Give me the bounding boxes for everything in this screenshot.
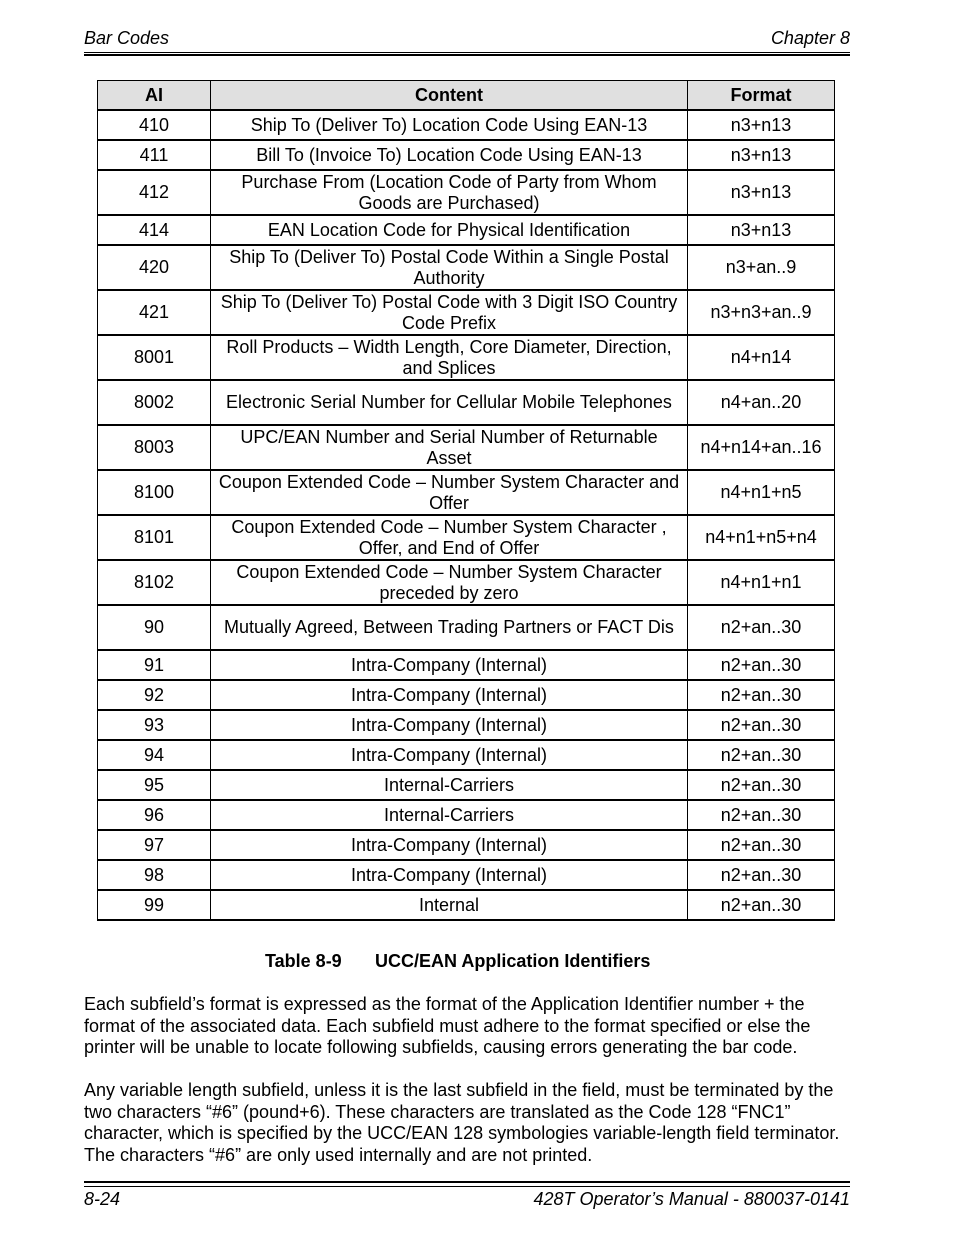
cell-content: Coupon Extended Code – Number System Character , Offer, and End of Offer [211,515,688,560]
table-row [98,800,835,830]
cell-content: Intra-Company (Internal) [211,740,688,770]
cell-ai: 410 [98,110,211,140]
cell-format: n4+n1+n1 [688,560,835,605]
table-header-row [98,81,835,111]
cell-ai: 99 [98,890,211,920]
cell-content: Intra-Company (Internal) [211,650,688,680]
table-row [98,740,835,770]
cell-format: n3+n3+an..9 [688,290,835,335]
cell-content: Ship To (Deliver To) Postal Code Within a Single Postal Authority [211,245,688,290]
page-footer [84,1181,850,1213]
table-caption-title: UCC/EAN Application Identifiers [375,951,651,971]
table-row [98,110,835,140]
table-row [98,860,835,890]
table-row [98,425,835,470]
cell-content: UPC/EAN Number and Serial Number of Returnable Asset [211,425,688,470]
table-row [98,140,835,170]
table-row [98,770,835,800]
table-row [98,680,835,710]
paragraph-subfield-format: Each subfield’s format is expressed as the format of the Application Identifier number + the format of the associated data. Each subfield must adhere to the format specified or else the printer will be unable to locate following subfields, causing errors generating the bar code. [84,994,811,1057]
cell-format: n3+an..9 [688,245,835,290]
cell-content: Internal [211,890,688,920]
cell-content: Purchase From (Location Code of Party from Whom Goods are Purchased) [211,170,688,215]
cell-content: Intra-Company (Internal) [211,680,688,710]
column-header-content: Content [211,81,688,111]
cell-content: Ship To (Deliver To) Location Code Using EAN-13 [211,110,688,140]
table-row [98,470,835,515]
application-identifiers-table [97,80,835,921]
cell-content: Coupon Extended Code – Number System Character and Offer [211,470,688,515]
column-header-format: Format [688,81,835,111]
footer-manual-title: 428T Operator’s Manual - 880037-0141 [533,1189,850,1209]
table-row [98,290,835,335]
paragraph-variable-length: Any variable length subfield, unless it is the last subfield in the field, must be terminated by the two characters “#6” (pound+6). These characters are translated as the Code 128 “FNC1” character, which is specified by the UCC/EAN 128 symbologies variable-length field terminator. The characters “#6” are only used internally and are not printed. [84,1080,840,1165]
table-row [98,335,835,380]
table-row [98,245,835,290]
cell-ai: 97 [98,830,211,860]
cell-ai: 421 [98,290,211,335]
cell-ai: 90 [98,605,211,650]
cell-format: n2+an..30 [688,710,835,740]
cell-content: Electronic Serial Number for Cellular Mobile Telephones [211,380,688,425]
cell-format: n3+n13 [688,110,835,140]
table-row [98,890,835,920]
header-section-title: Bar Codes [84,28,170,48]
cell-ai: 8001 [98,335,211,380]
cell-format: n2+an..30 [688,770,835,800]
cell-format: n2+an..30 [688,830,835,860]
cell-format: n4+n1+n5 [688,470,835,515]
table-body [98,110,835,920]
cell-ai: 8101 [98,515,211,560]
cell-format: n2+an..30 [688,890,835,920]
table-row [98,215,835,245]
cell-ai: 411 [98,140,211,170]
cell-ai: 96 [98,800,211,830]
cell-content: Intra-Company (Internal) [211,710,688,740]
cell-format: n2+an..30 [688,680,835,710]
cell-ai: 8102 [98,560,211,605]
cell-content: Intra-Company (Internal) [211,860,688,890]
table-row [98,515,835,560]
table-caption-number: Table 8-9 [265,951,342,971]
table-caption [265,951,650,972]
column-header-ai: AI [98,81,211,111]
cell-content: Mutually Agreed, Between Trading Partners or FACT Dis [211,605,688,650]
cell-format: n3+n13 [688,170,835,215]
table-row [98,650,835,680]
cell-ai: 420 [98,245,211,290]
cell-ai: 414 [98,215,211,245]
header-chapter: Chapter 8 [770,28,850,48]
cell-format: n2+an..30 [688,800,835,830]
page-header [84,28,850,53]
cell-format: n2+an..30 [688,650,835,680]
cell-content: Internal-Carriers [211,770,688,800]
footer-page-number: 8-24 [84,1189,121,1209]
cell-format: n3+n13 [688,215,835,245]
cell-content: Coupon Extended Code – Number System Character preceded by zero [211,560,688,605]
cell-content: Ship To (Deliver To) Postal Code with 3 Digit ISO Country Code Prefix [211,290,688,335]
cell-content: Intra-Company (Internal) [211,830,688,860]
cell-format: n2+an..30 [688,740,835,770]
table-row [98,380,835,425]
cell-ai: 93 [98,710,211,740]
cell-ai: 91 [98,650,211,680]
cell-content: EAN Location Code for Physical Identification [211,215,688,245]
cell-ai: 8100 [98,470,211,515]
cell-format: n2+an..30 [688,860,835,890]
cell-format: n4+n14+an..16 [688,425,835,470]
cell-content: Bill To (Invoice To) Location Code Using EAN-13 [211,140,688,170]
table-row [98,710,835,740]
cell-ai: 8003 [98,425,211,470]
cell-ai: 8002 [98,380,211,425]
table-row [98,830,835,860]
table-row [98,605,835,650]
cell-format: n4+n14 [688,335,835,380]
cell-content: Roll Products – Width Length, Core Diameter, Direction, and Splices [211,335,688,380]
cell-format: n3+n13 [688,140,835,170]
table-row [98,560,835,605]
cell-ai: 98 [98,860,211,890]
cell-content: Internal-Carriers [211,800,688,830]
table-row [98,170,835,215]
cell-ai: 94 [98,740,211,770]
cell-ai: 412 [98,170,211,215]
cell-format: n2+an..30 [688,605,835,650]
cell-format: n4+an..20 [688,380,835,425]
cell-ai: 92 [98,680,211,710]
cell-format: n4+n1+n5+n4 [688,515,835,560]
cell-ai: 95 [98,770,211,800]
